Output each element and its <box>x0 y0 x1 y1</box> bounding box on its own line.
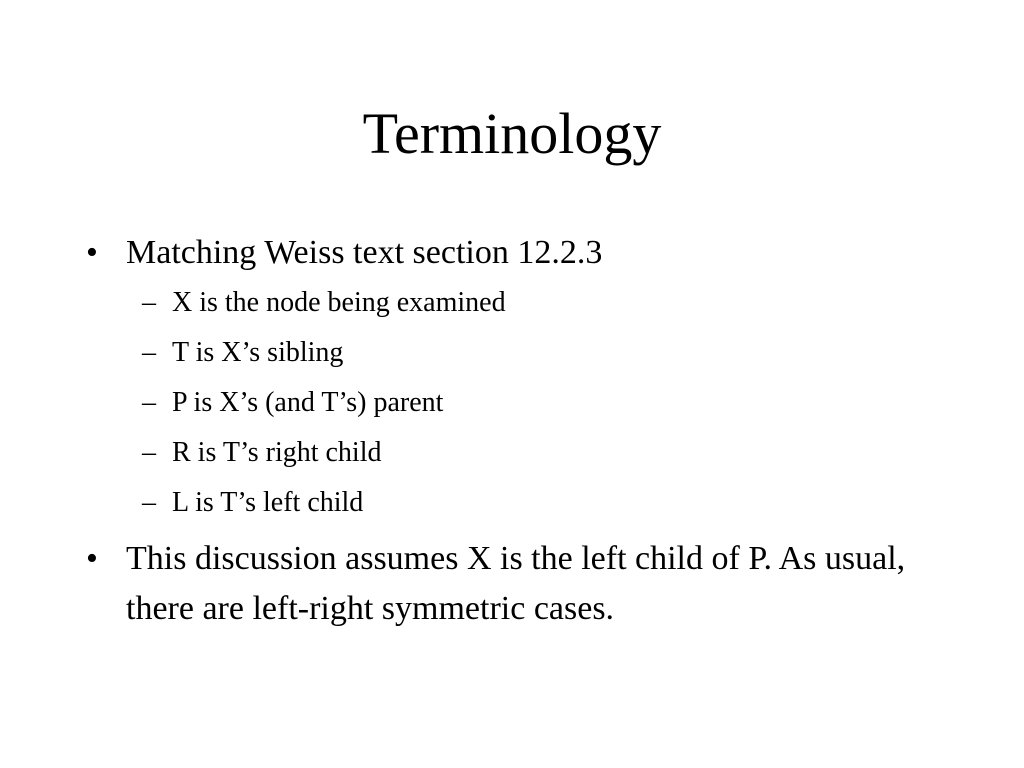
bullet-marker: • <box>86 540 98 577</box>
bullet-item <box>86 534 946 634</box>
sub-bullet-text: L is T’s left child <box>172 487 364 518</box>
bullet-text: This discussion assumes X is the left child of P. As usual, there are left-right symmetric cases. <box>126 540 906 627</box>
bullet-marker: • <box>86 234 98 271</box>
sub-bullet-text: T is X’s sibling <box>172 337 344 368</box>
bullet-list <box>86 228 946 634</box>
sub-bullet-text: R is T’s right child <box>172 437 382 468</box>
sub-bullet-item <box>126 428 946 478</box>
dash-marker: – <box>142 337 156 368</box>
sub-bullet-text: P is X’s (and T’s) parent <box>172 387 444 418</box>
sub-bullet-text: X is the node being examined <box>172 287 506 318</box>
dash-marker: – <box>142 487 156 518</box>
dash-marker: – <box>142 387 156 418</box>
dash-marker: – <box>142 437 156 468</box>
slide-title: Terminology <box>362 101 662 166</box>
bullet-text: Matching Weiss text section 12.2.3 <box>126 234 603 271</box>
dash-marker: – <box>142 287 156 318</box>
sub-bullet-item <box>126 328 946 378</box>
bullet-item <box>86 228 946 528</box>
sub-bullet-list <box>126 278 946 528</box>
sub-bullet-item <box>126 378 946 428</box>
sub-bullet-item <box>126 478 946 528</box>
sub-bullet-item <box>126 278 946 328</box>
